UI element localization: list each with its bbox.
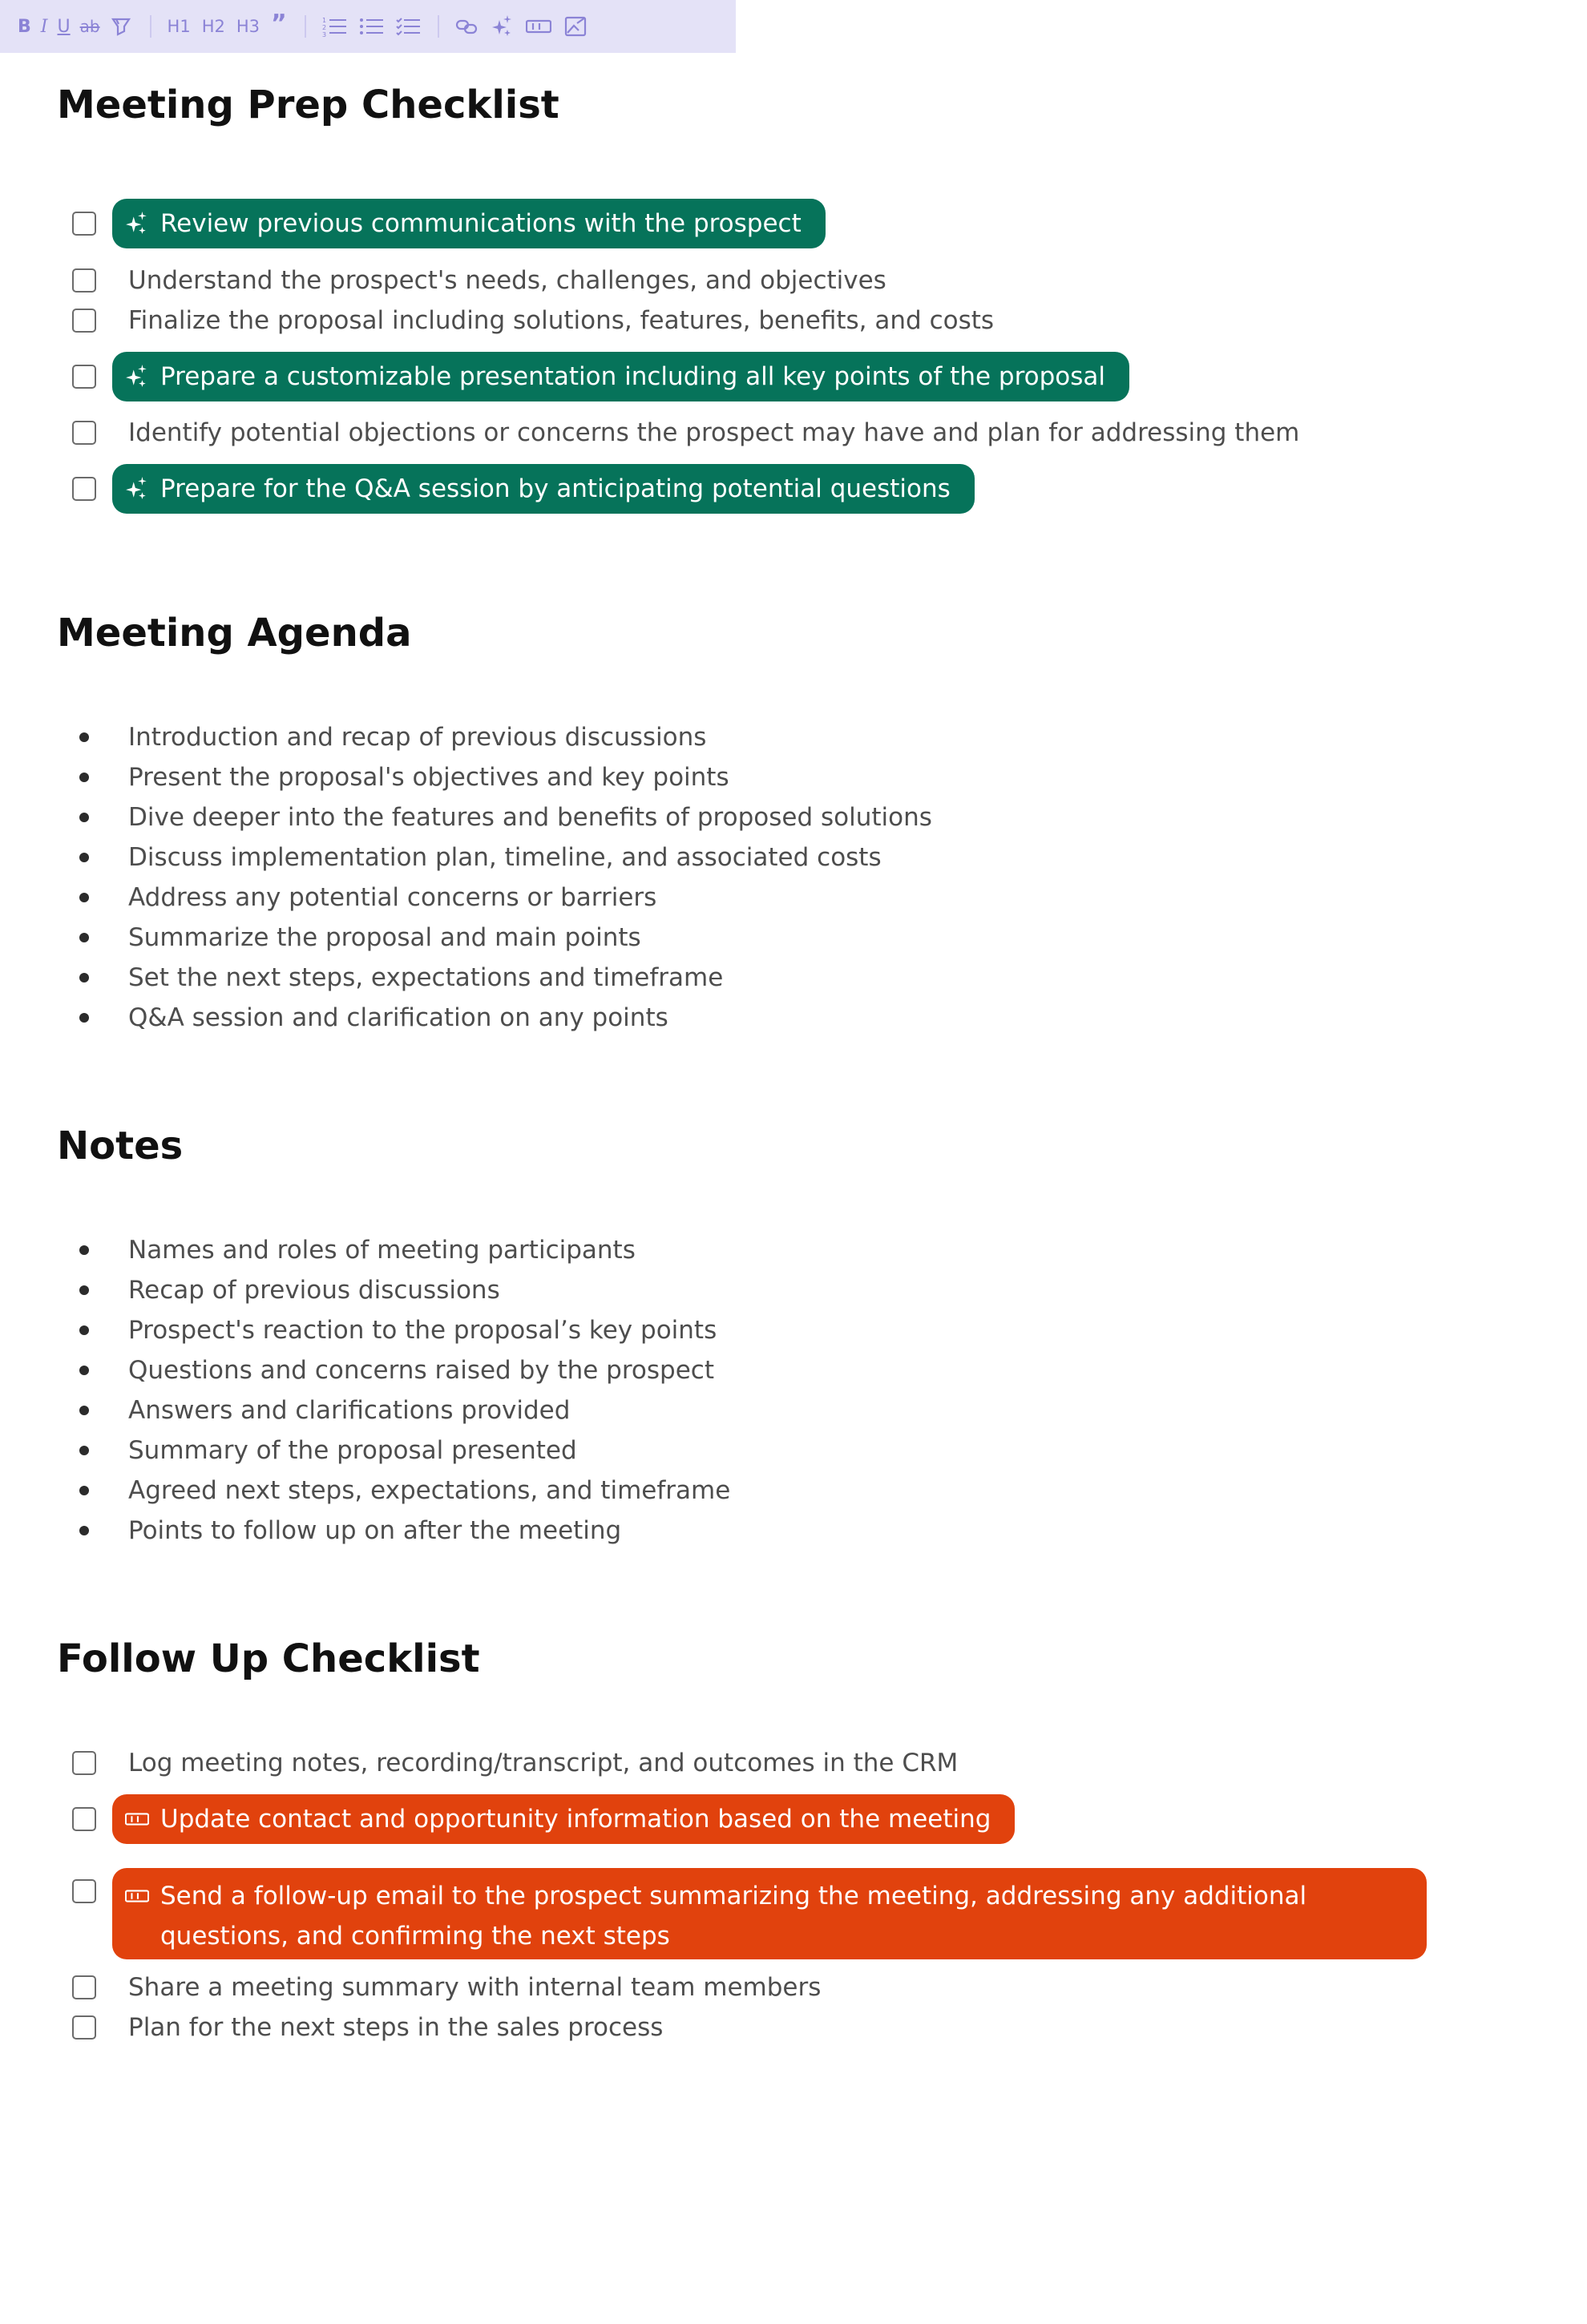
list-item-text: Discuss implementation plan, timeline, and associated costs [128, 843, 882, 872]
bullet [79, 853, 89, 862]
list-item [0, 837, 1587, 878]
checklist-item-text: Prepare for the Q&A session by anticipating potential questions [160, 474, 951, 503]
checkbox[interactable] [72, 365, 96, 389]
checklist-item [0, 469, 1587, 509]
list-item [0, 998, 1587, 1038]
task-pill[interactable] [112, 1868, 1427, 1959]
heading-3-button[interactable]: H3 [236, 17, 260, 36]
list-item-text: Introduction and recap of previous discussions [128, 723, 707, 752]
section-title-follow-up: Follow Up Checklist [57, 1636, 480, 1681]
list-item-text: Summary of the proposal presented [128, 1436, 577, 1465]
list-item-text: Present the proposal's objectives and key points [128, 763, 729, 792]
list-item [0, 1430, 1587, 1471]
checklist-item [0, 413, 1587, 453]
quote-button[interactable]: ” [271, 9, 287, 38]
list-item-text: Recap of previous discussions [128, 1276, 500, 1305]
list-item [0, 878, 1587, 918]
list-item-text: Summarize the proposal and main points [128, 923, 641, 952]
bullet [79, 1245, 89, 1255]
checklist-item [0, 301, 1587, 341]
underline-button[interactable]: U [57, 16, 71, 37]
bullet [79, 1406, 89, 1415]
image-icon [564, 15, 587, 38]
formatting-toolbar [0, 0, 736, 53]
bullet [79, 973, 89, 982]
sparkle-icon [492, 15, 513, 38]
list-item [0, 717, 1587, 757]
checklist-button[interactable] [396, 0, 420, 53]
list-item [0, 757, 1587, 797]
list-item [0, 1270, 1587, 1310]
bullet [79, 1285, 89, 1295]
sparkle-icon [125, 365, 149, 389]
heading-2-button[interactable]: H2 [201, 17, 225, 36]
checklist-icon [396, 16, 420, 37]
toolbar-divider [438, 15, 439, 38]
ai-suggestion-pill[interactable] [112, 464, 975, 514]
list-item-text: Answers and clarifications provided [128, 1396, 571, 1425]
list-item [0, 1390, 1587, 1430]
bullet [79, 1526, 89, 1535]
ordered-list-icon [322, 16, 346, 37]
highlight-button[interactable] [110, 0, 132, 53]
checkbox[interactable] [72, 1807, 96, 1831]
bold-button[interactable]: B [18, 16, 31, 37]
checkbox[interactable] [72, 1975, 96, 1999]
ordered-list-button[interactable] [322, 0, 346, 53]
checklist-item-text: Update contact and opportunity information based on the meeting [160, 1805, 991, 1834]
list-item-text: Q&A session and clarification on any points [128, 1003, 668, 1032]
ai-suggestion-pill[interactable] [112, 352, 1129, 401]
heading-1-button[interactable]: H1 [167, 17, 191, 36]
list-item [0, 1310, 1587, 1350]
italic-button[interactable]: I [40, 16, 48, 37]
task-pill[interactable] [112, 1794, 1015, 1844]
checkbox[interactable] [72, 421, 96, 445]
list-item-text: Questions and concerns raised by the prospect [128, 1356, 714, 1385]
list-item-text: Dive deeper into the features and benefits of proposed solutions [128, 803, 932, 832]
text-field-icon [526, 17, 551, 36]
checkbox[interactable] [72, 212, 96, 236]
text-field-icon [125, 1807, 149, 1831]
bullet-list-icon [359, 16, 383, 37]
list-item-text: Address any potential concerns or barriers [128, 883, 657, 912]
checklist-item-text: Send a follow-up email to the prospect summarizing the meeting, addressing any additional questions, and confirming the next steps [160, 1882, 1307, 1951]
checkbox[interactable] [72, 268, 96, 293]
text-field-icon [125, 1884, 149, 1908]
list-item-text: Set the next steps, expectations and timeframe [128, 963, 724, 992]
list-item [0, 918, 1587, 958]
checkbox[interactable] [72, 477, 96, 501]
checklist-item [0, 357, 1587, 397]
list-item-text: Agreed next steps, expectations, and timeframe [128, 1476, 731, 1505]
insert-field-button[interactable] [526, 0, 551, 53]
checklist-item-text: Prepare a customizable presentation including all key points of the proposal [160, 362, 1105, 391]
list-item [0, 1230, 1587, 1270]
bullet [79, 893, 89, 902]
checkbox[interactable] [72, 1751, 96, 1775]
checklist-item [0, 204, 1587, 244]
bullet [79, 1446, 89, 1455]
ai-suggestion-pill[interactable] [112, 199, 826, 248]
checkbox[interactable] [72, 309, 96, 333]
list-item-text: Points to follow up on after the meeting [128, 1516, 622, 1545]
bullet [79, 933, 89, 942]
list-item-text: Prospect's reaction to the proposal’s key points [128, 1316, 717, 1345]
bullet [79, 1013, 89, 1023]
checklist-item [0, 2007, 1587, 2048]
checklist-item [0, 1799, 1587, 1839]
toolbar-divider [305, 15, 306, 38]
bullet [79, 773, 89, 782]
list-item [0, 1350, 1587, 1390]
list-item-text: Names and roles of meeting participants [128, 1236, 636, 1265]
checkbox[interactable] [72, 2015, 96, 2040]
link-icon [455, 16, 479, 37]
checklist-item [0, 1871, 1587, 1951]
bullet [79, 1486, 89, 1495]
insert-image-button[interactable] [564, 0, 587, 53]
checkbox[interactable] [72, 1879, 96, 1903]
list-item [0, 958, 1587, 998]
svg-text:2: 2 [321, 24, 326, 31]
list-item [0, 1471, 1587, 1511]
checklist-item-text: Identify potential objections or concerns the prospect may have and plan for addressing them [128, 418, 1300, 447]
checklist-item-text: Share a meeting summary with internal team members [128, 1973, 822, 2002]
svg-text:3: 3 [321, 31, 326, 37]
list-item [0, 797, 1587, 837]
svg-text:1: 1 [321, 17, 326, 24]
section-title-notes: Notes [57, 1124, 184, 1168]
bullet [79, 813, 89, 822]
section-title-meeting-agenda: Meeting Agenda [57, 611, 412, 656]
list-item [0, 1511, 1587, 1551]
checklist-item-text: Review previous communications with the prospect [160, 209, 802, 238]
toolbar-divider [150, 15, 151, 38]
checklist-item-text: Understand the prospect's needs, challenges, and objectives [128, 266, 886, 295]
checklist-item-text: Plan for the next steps in the sales process [128, 2013, 664, 2042]
checklist-item [0, 1743, 1587, 1783]
bullet [79, 1366, 89, 1375]
link-button[interactable] [455, 0, 479, 53]
checklist-item-text: Log meeting notes, recording/transcript, and outcomes in the CRM [128, 1749, 959, 1777]
strikethrough-button[interactable]: ab [79, 17, 100, 36]
checklist-item [0, 260, 1587, 301]
bullet [79, 732, 89, 742]
ai-assist-button[interactable] [492, 0, 513, 53]
sparkle-icon [125, 477, 149, 501]
checklist-item [0, 1967, 1587, 2007]
bullet-list-button[interactable] [359, 0, 383, 53]
bullet [79, 1325, 89, 1335]
sparkle-icon [125, 212, 149, 236]
highlighter-icon [110, 15, 132, 38]
section-title-meeting-prep: Meeting Prep Checklist [57, 83, 559, 127]
checklist-item-text: Finalize the proposal including solutions, features, benefits, and costs [128, 306, 995, 335]
